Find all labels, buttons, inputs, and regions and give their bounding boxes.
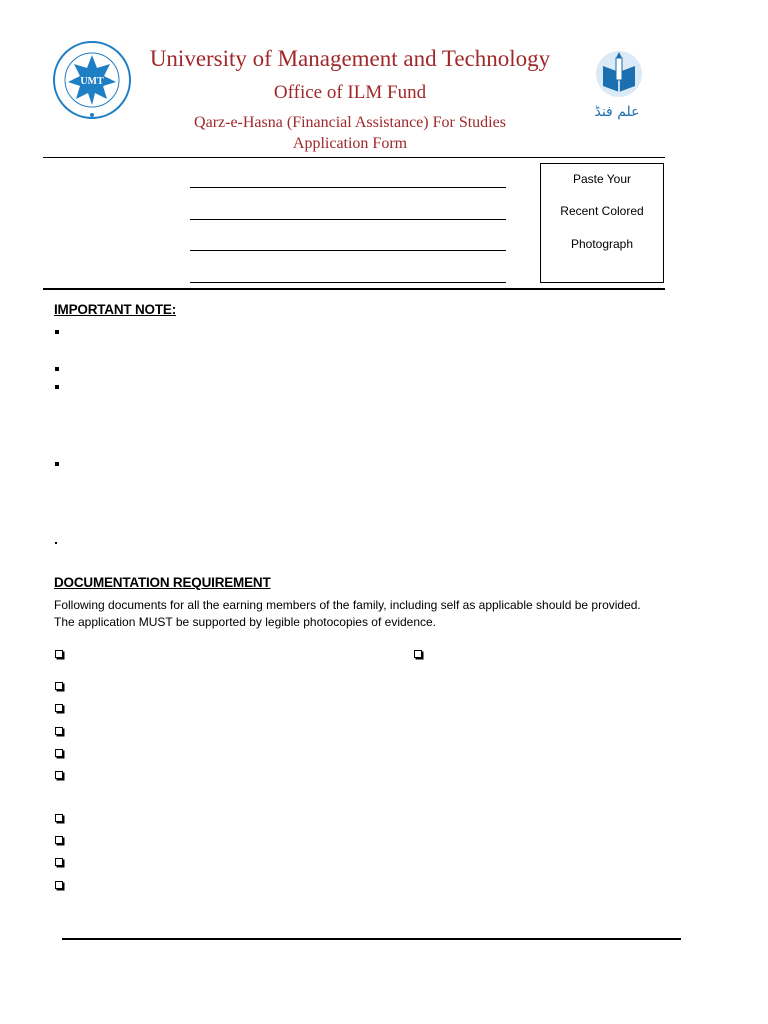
section-divider	[43, 288, 665, 290]
svg-text:UMT: UMT	[80, 76, 104, 87]
photo-box-line-1: Paste Your	[572, 172, 632, 186]
university-title: University of Management and Technology	[149, 46, 551, 71]
blank-line-1[interactable]	[190, 187, 506, 188]
documentation-text-1: Following documents for all the earning members of the family, including self as applicable should be provided.	[54, 598, 641, 612]
note-bullet-4	[55, 462, 59, 466]
header-divider	[43, 157, 665, 158]
office-title: Office of ILM Fund	[273, 82, 427, 103]
blank-line-4[interactable]	[190, 282, 506, 283]
document-checkbox[interactable]	[414, 650, 422, 658]
note-bullet-3	[55, 385, 59, 389]
document-checkbox[interactable]	[55, 727, 63, 735]
documentation-text-2: The application MUST be supported by legible photocopies of evidence.	[54, 615, 437, 629]
document-checkbox[interactable]	[55, 650, 63, 658]
documentation-heading: DOCUMENTATION REQUIREMENT	[54, 575, 271, 590]
document-checkbox[interactable]	[55, 881, 63, 889]
document-checkbox[interactable]	[55, 704, 63, 712]
blank-line-3[interactable]	[190, 250, 506, 251]
document-checkbox[interactable]	[55, 814, 63, 822]
photo-box-line-2: Recent Colored	[560, 204, 644, 218]
important-note-heading: IMPORTANT NOTE:	[54, 302, 176, 317]
photo-box-line-3: Photograph	[570, 237, 634, 251]
form-name: Application Form	[292, 135, 408, 152]
blank-line-2[interactable]	[190, 219, 506, 220]
document-checkbox[interactable]	[55, 771, 63, 779]
stray-dot	[55, 542, 57, 544]
footer-divider	[62, 938, 681, 940]
umt-logo	[52, 40, 132, 120]
document-checkbox[interactable]	[55, 749, 63, 757]
form-subtitle: Qarz-e-Hasna (Financial Assistance) For Studies	[194, 114, 506, 131]
note-bullet-1	[55, 330, 59, 334]
document-checkbox[interactable]	[55, 836, 63, 844]
document-checkbox[interactable]	[55, 858, 63, 866]
svg-text:علم فنڈ: علم فنڈ	[594, 104, 640, 120]
ilm-fund-logo	[583, 48, 651, 124]
document-checkbox[interactable]	[55, 682, 63, 690]
note-bullet-2	[55, 367, 59, 371]
photo-box[interactable]	[540, 163, 664, 283]
